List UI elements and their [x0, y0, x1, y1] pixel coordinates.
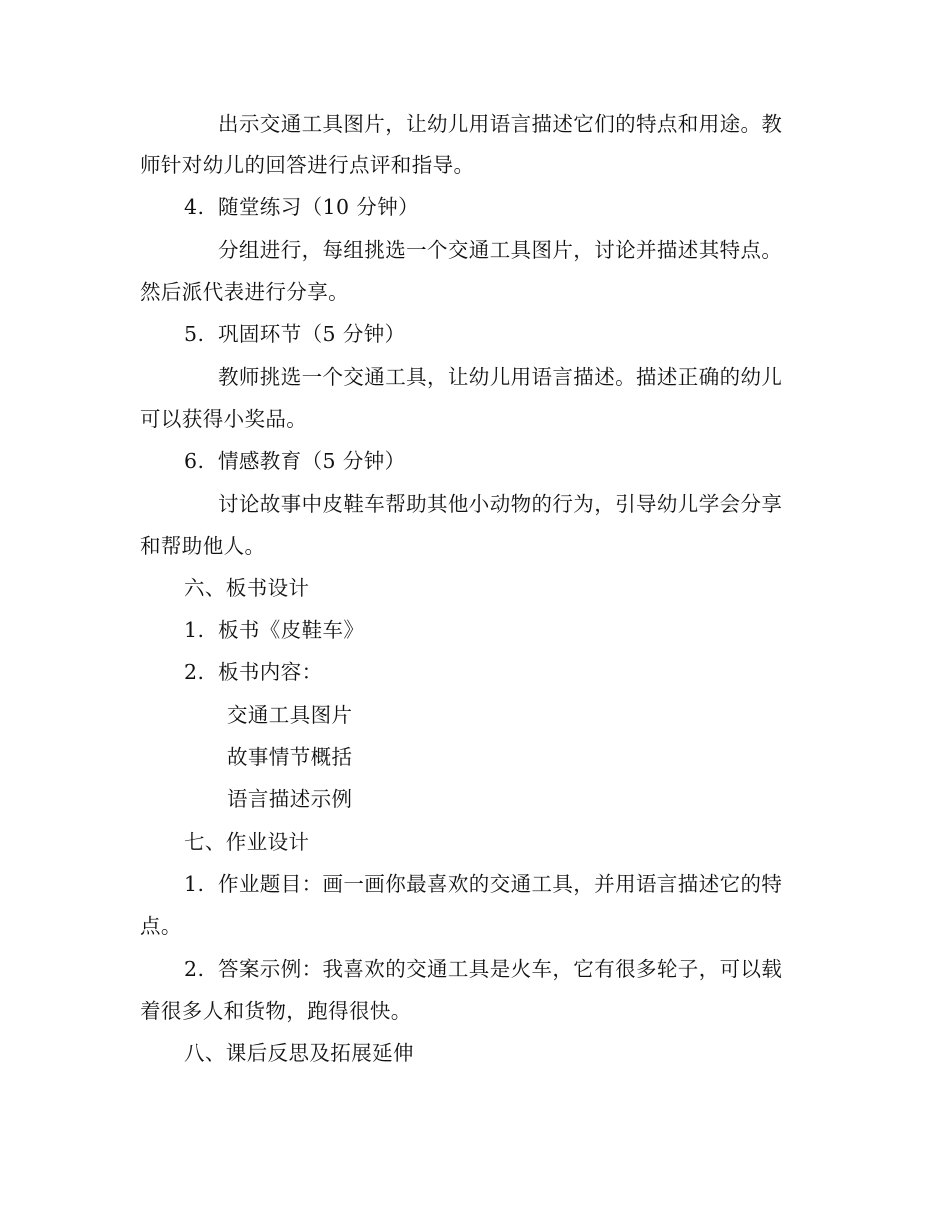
list-number: 2. [184, 957, 205, 981]
paragraph-line: 点。 [140, 914, 182, 938]
list-item-heading [184, 447, 406, 475]
board-content-item: 故事情节概括 [227, 745, 353, 769]
section-heading: 八、课后反思及拓展延伸 [184, 1041, 414, 1065]
list-number: 2. [184, 660, 205, 684]
paragraph-line: 分组进行，每组挑选一个交通工具图片，讨论并描述其特点。 [218, 238, 783, 262]
list-text: 随堂练习（10 分钟） [218, 195, 420, 219]
paragraph-line: 教师挑选一个交通工具，让幼儿用语言描述。描述正确的幼儿 [218, 365, 783, 389]
list-text: 答案示例：我喜欢的交通工具是火车，它有很多轮子，可以载 [218, 957, 783, 981]
list-number: 1. [184, 872, 205, 896]
list-text: 情感教育（5 分钟） [218, 449, 406, 473]
list-item [184, 955, 782, 983]
list-text: 板书《皮鞋车》 [218, 618, 365, 642]
paragraph-line: 师针对幼儿的回答进行点评和指导。 [140, 153, 475, 177]
list-text: 板书内容： [218, 660, 323, 684]
paragraph-line: 和帮助他人。 [140, 534, 266, 558]
paragraph-line: 可以获得小奖品。 [140, 407, 308, 431]
list-item-heading [184, 320, 406, 348]
list-item [184, 658, 323, 686]
paragraph-line: 讨论故事中皮鞋车帮助其他小动物的行为，引导幼儿学会分享 [218, 492, 783, 516]
paragraph-line: 出示交通工具图片，让幼儿用语言描述它们的特点和用途。教 [218, 112, 783, 136]
list-item [184, 870, 782, 898]
list-number: 1. [184, 618, 205, 642]
list-number: 6. [184, 449, 205, 473]
paragraph-line: 然后派代表进行分享。 [140, 280, 349, 304]
list-text: 作业题目：画一画你最喜欢的交通工具，并用语言描述它的特 [218, 872, 783, 896]
board-content-item: 交通工具图片 [227, 703, 353, 727]
board-content-item: 语言描述示例 [227, 787, 353, 811]
list-number: 5. [184, 322, 205, 346]
list-item-heading [184, 193, 419, 221]
list-text: 巩固环节（5 分钟） [218, 322, 406, 346]
list-number: 4. [184, 195, 205, 219]
paragraph-line: 着很多人和货物，跑得很快。 [140, 999, 412, 1023]
section-heading: 六、板书设计 [184, 576, 310, 600]
section-heading: 七、作业设计 [184, 830, 310, 854]
list-item [184, 616, 364, 644]
